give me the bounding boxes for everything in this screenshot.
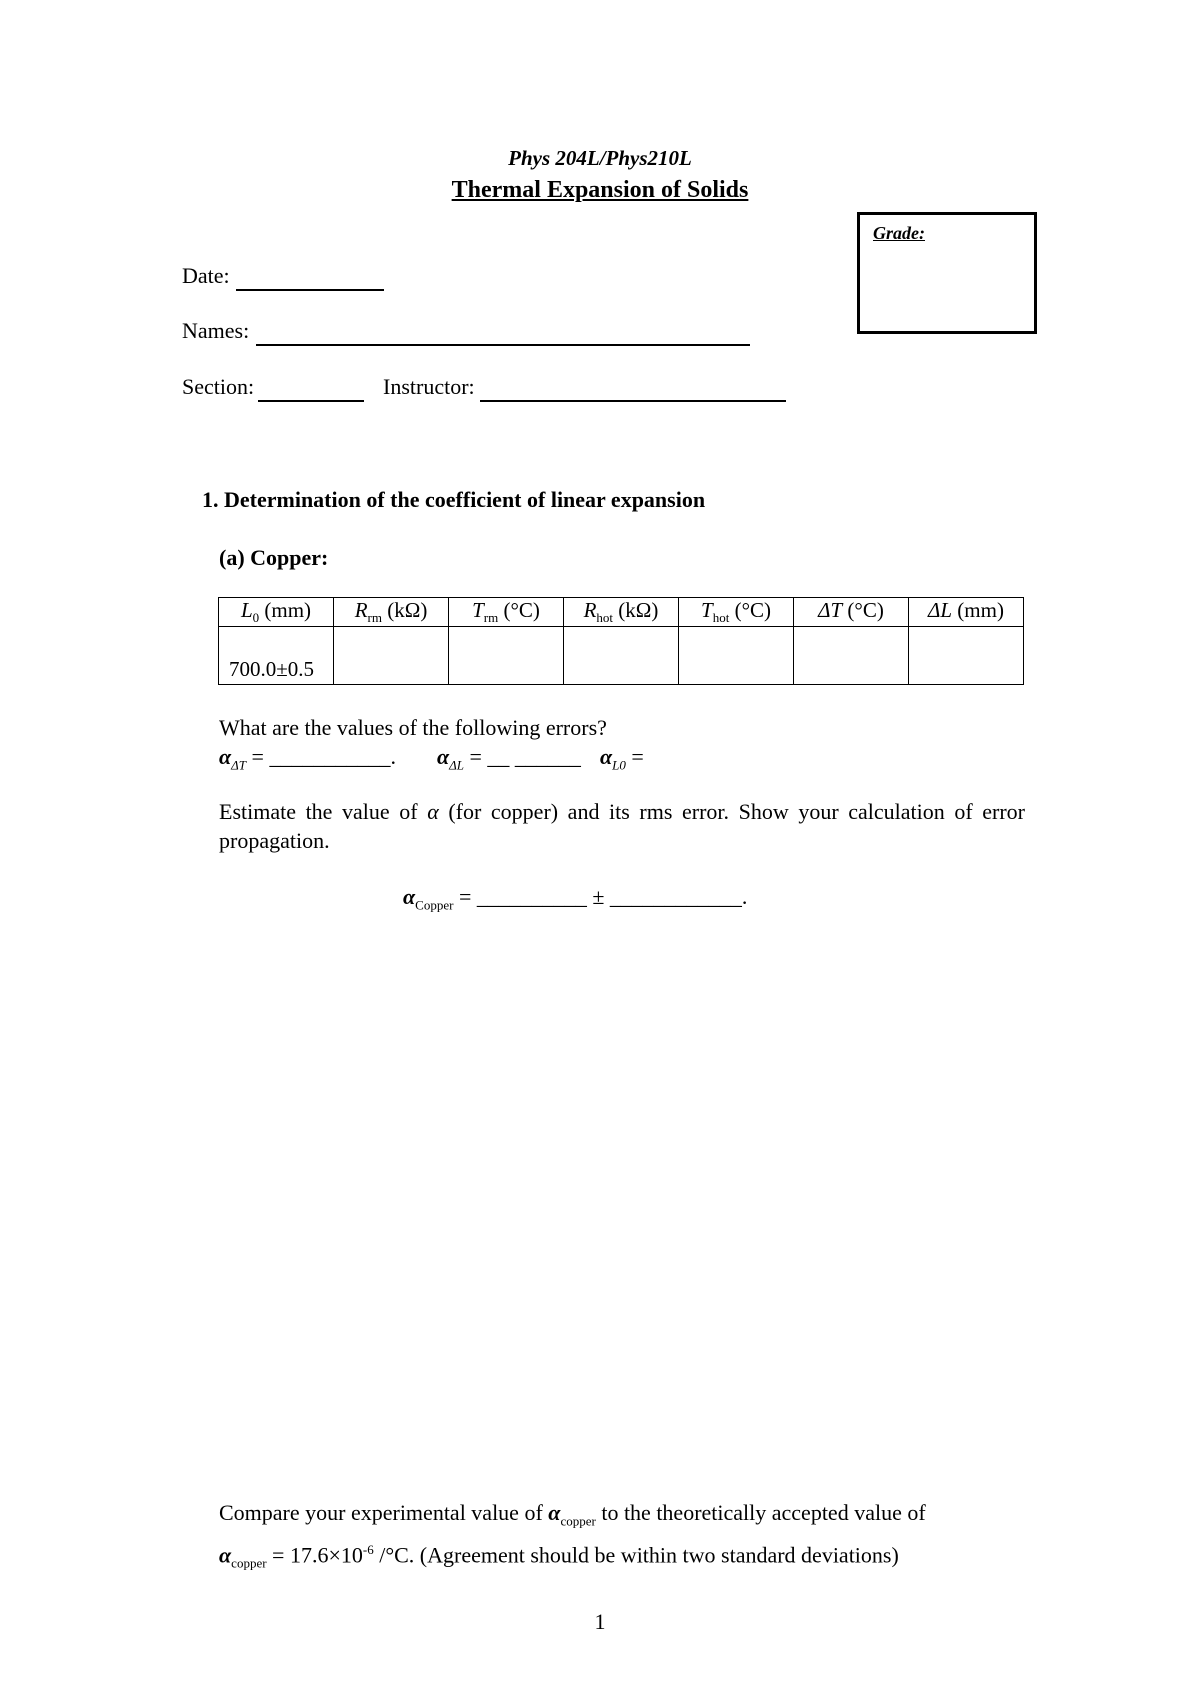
table-header-cell bbox=[334, 598, 449, 627]
table-header-cell bbox=[449, 598, 564, 627]
header-unit: (mm) bbox=[952, 598, 1004, 622]
alpha-symbol: α bbox=[599, 744, 613, 769]
header-symbol: R bbox=[583, 598, 597, 622]
grade-box bbox=[857, 212, 1037, 334]
header-unit: (°C) bbox=[729, 598, 771, 622]
table-cell[interactable] bbox=[564, 627, 679, 685]
compare-text-2: to the theoretically accepted value of bbox=[601, 1500, 926, 1525]
section-heading: 1. Determination of the coefficient of linear expansion bbox=[202, 487, 706, 512]
alpha-dL-blank[interactable]: = __ ______ bbox=[464, 744, 581, 769]
header-unit: (°C) bbox=[842, 598, 884, 622]
alpha-symbol: α bbox=[403, 884, 416, 909]
grade-label: Grade: bbox=[873, 223, 925, 243]
estimate-text-2: (for copper) and its rms error. Show your calculation of error propagation. bbox=[219, 799, 1025, 853]
errors-question: What are the values of the following errors? bbox=[219, 715, 607, 740]
result-line bbox=[403, 882, 747, 919]
instructor-label: Instructor: bbox=[383, 374, 475, 399]
alpha-symbol: α bbox=[548, 1500, 561, 1525]
alpha-sub-dT: ΔT bbox=[231, 757, 247, 773]
compare-text-3: = 17.6×10 bbox=[266, 1542, 363, 1568]
instructor-line[interactable] bbox=[480, 400, 786, 402]
header-symbol: ΔT bbox=[818, 598, 843, 622]
names-line[interactable] bbox=[256, 344, 750, 346]
alpha-sub-dL: ΔL bbox=[449, 757, 465, 773]
header-unit: (°C) bbox=[498, 598, 540, 622]
table-cell[interactable] bbox=[334, 627, 449, 685]
compare-text-4: /°C. (Agreement should be within two standard deviations) bbox=[373, 1542, 899, 1568]
copper-subheading: (a) Copper: bbox=[219, 545, 329, 570]
date-line[interactable] bbox=[236, 289, 384, 291]
table-header-cell bbox=[679, 598, 794, 627]
estimate-paragraph bbox=[219, 797, 1025, 855]
table-cell[interactable] bbox=[909, 627, 1024, 685]
table-header-cell bbox=[219, 598, 334, 627]
compare-text-1: Compare your experimental value of bbox=[219, 1500, 543, 1525]
alpha-symbol: α bbox=[427, 799, 439, 824]
table-cell[interactable] bbox=[679, 627, 794, 685]
course-code: Phys 204L/Phys210L bbox=[508, 146, 692, 170]
page-number: 1 bbox=[594, 1609, 606, 1634]
alpha-sub-L0: L0 bbox=[612, 757, 626, 773]
compare-sub: copper bbox=[560, 1513, 596, 1529]
alpha-symbol: α bbox=[436, 744, 450, 769]
section-line[interactable] bbox=[258, 400, 364, 402]
errors-line bbox=[219, 742, 644, 779]
header-subscript: hot bbox=[596, 610, 614, 626]
alpha-dT-blank[interactable]: = ___________. bbox=[246, 744, 396, 769]
table-header-cell bbox=[909, 598, 1024, 627]
alpha-symbol: α bbox=[219, 1542, 232, 1568]
compare-paragraph bbox=[219, 1498, 1025, 1578]
header-subscript: rm bbox=[483, 610, 499, 626]
header-unit: (kΩ) bbox=[613, 598, 659, 622]
header-symbol: T bbox=[472, 598, 484, 622]
alpha-symbol: α bbox=[219, 744, 232, 769]
date-label: Date: bbox=[182, 263, 230, 288]
data-table bbox=[218, 597, 1024, 685]
compare-exponent: -6 bbox=[362, 1542, 374, 1558]
table-cell: 700.0±0.5 bbox=[219, 627, 334, 685]
header-symbol: T bbox=[701, 598, 713, 622]
header-symbol: L bbox=[240, 598, 253, 622]
table-header-cell bbox=[794, 598, 909, 627]
result-sub: Copper bbox=[415, 897, 454, 913]
alpha-L0-blank[interactable]: = bbox=[625, 744, 644, 769]
header-subscript: hot bbox=[712, 610, 730, 626]
page-title: Thermal Expansion of Solids bbox=[451, 177, 749, 203]
table-row bbox=[219, 627, 1024, 685]
names-label: Names: bbox=[182, 318, 250, 343]
header-unit: (kΩ) bbox=[381, 598, 428, 622]
header-subscript: 0 bbox=[252, 610, 260, 626]
section-label: Section: bbox=[182, 374, 255, 399]
result-blank[interactable]: = __________ ± ____________. bbox=[453, 884, 748, 909]
table-header-row bbox=[219, 598, 1024, 627]
header-symbol: R bbox=[354, 598, 368, 622]
table-cell[interactable] bbox=[794, 627, 909, 685]
header-unit: (mm) bbox=[259, 598, 312, 622]
table-header-cell bbox=[564, 598, 679, 627]
compare-sub: copper bbox=[231, 1556, 267, 1572]
header-symbol: ΔL bbox=[928, 598, 953, 622]
header-subscript: rm bbox=[367, 610, 382, 626]
estimate-text-1: Estimate the value of bbox=[219, 799, 418, 824]
table-cell[interactable] bbox=[449, 627, 564, 685]
